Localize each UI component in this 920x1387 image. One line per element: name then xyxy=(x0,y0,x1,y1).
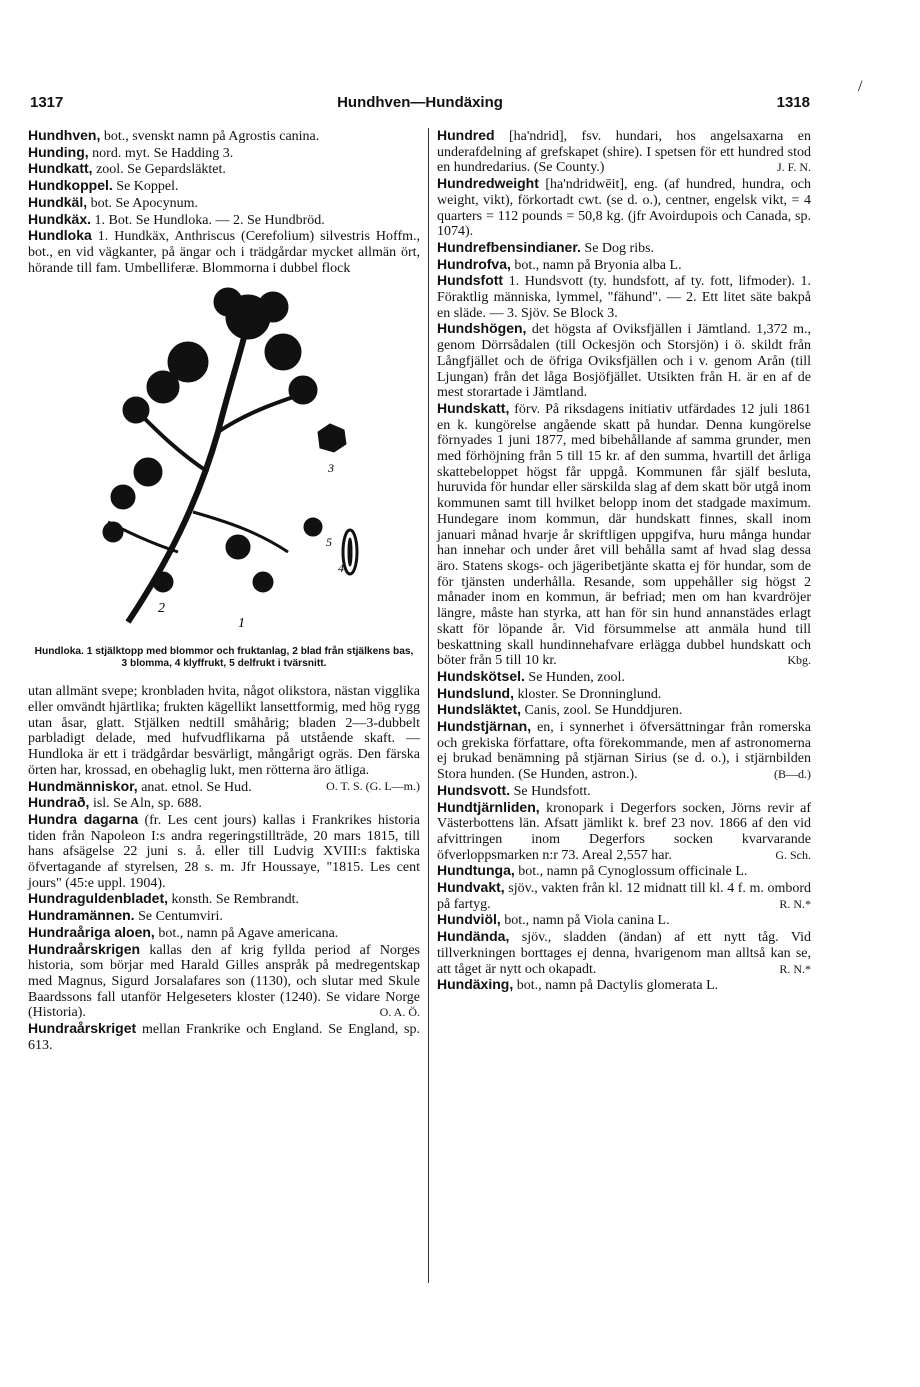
entry-text: anat. etnol. Se Hud. xyxy=(141,779,252,795)
dictionary-entry xyxy=(437,912,811,929)
entry-signature: R. N.* xyxy=(779,961,811,976)
entry-headword: Hundskatt, xyxy=(437,399,510,416)
dictionary-entry xyxy=(437,719,811,783)
entry-text: 1. Hundkäx, Anthriscus (Cerefolium) silvestris Hoffm., bot., en vid vägkanter, på ängar och i trädgårdar mycket allmän ört, hörande till fam. Umbelliferæ. Blommorna i dubbel flock xyxy=(28,229,420,276)
entry-headword: Hundsvott. xyxy=(437,781,511,798)
dictionary-entry xyxy=(28,942,420,1022)
entry-text: 1. Bot. Se Hundloka. — 2. Se Hundbröd. xyxy=(94,212,325,228)
dictionary-entry xyxy=(28,908,420,925)
dictionary-entry xyxy=(437,783,811,800)
entry-headword: Hundramännen. xyxy=(28,907,135,924)
entry-signature: O. A. Ö. xyxy=(379,1005,420,1020)
entry-text: nord. myt. Se Hadding 3. xyxy=(92,145,234,161)
dictionary-entry xyxy=(437,702,811,719)
dictionary-entry xyxy=(28,161,420,178)
left-page-number: 1317 xyxy=(30,94,64,111)
dictionary-entry xyxy=(28,212,420,229)
entry-headword: Hundraårskriget xyxy=(28,1020,137,1037)
entry-signature: J. F. N. xyxy=(776,160,811,175)
entry-text: Se Koppel. xyxy=(116,179,179,195)
entry-text: Se Hunden, zool. xyxy=(528,669,625,685)
dictionary-entry xyxy=(437,240,811,257)
entry-signature: (B—d.) xyxy=(774,767,811,782)
right-entries xyxy=(437,128,811,994)
running-title: Hundhven—Hundäxing xyxy=(337,94,503,111)
entry-signature: O. T. S. (G. L—m.) xyxy=(326,778,420,793)
dictionary-entry xyxy=(437,880,811,912)
entry-headword: Hundrað, xyxy=(28,794,90,811)
figure-label-2: 2 xyxy=(158,601,165,617)
dictionary-entry xyxy=(28,1021,420,1053)
entry-text: bot., namn på Agave americana. xyxy=(158,925,339,941)
entry-headword: Hundred xyxy=(437,127,495,143)
entry-text: Se Hundsfott. xyxy=(513,783,591,799)
dictionary-entry xyxy=(28,795,420,812)
dictionary-entry xyxy=(437,128,811,176)
entry-text: bot. Se Apocynum. xyxy=(90,195,198,211)
dictionary-entry xyxy=(437,977,811,994)
entry-headword: Hundslund, xyxy=(437,684,514,701)
dictionary-entry xyxy=(437,686,811,703)
entry-text: en, i synnerhet i öfversättningar från romerska och grekiska författare, ofta förekommande, men af astronomerna ej brukad benämning på stjärnan Sirius (se d. o.), i stjärnbilden Stora hunden. (Se Hunden, astron.). xyxy=(437,720,812,783)
entry-headword: Hundäxing, xyxy=(437,976,514,993)
entry-text: sjöv., sladden (ändan) af ett nytt tåg. Vid tillverkningen borttages ej denna, hvarigenom man alltså kan se, att tåget är nytt och okapadt. xyxy=(437,930,812,977)
entry-headword: Hundsläktet, xyxy=(437,701,522,718)
dictionary-entry xyxy=(28,925,420,942)
entry-text: isl. Se Aln, sp. 688. xyxy=(92,796,202,812)
dictionary-entry xyxy=(28,228,420,276)
hundloka-illustration xyxy=(88,282,378,632)
dictionary-entry xyxy=(437,929,811,977)
entry-signature: R. N.* xyxy=(779,896,811,911)
entry-text: [ha'ndridwēit], eng. (af hundred, hundra, och weight, vikt), förkortadt cwt. (se d. o.), centner, engelsk vikt, = 4 quarters = 112 pounds = 50,8 kg. (jfr Avoirdupois och Canada, sp. 1074). xyxy=(437,177,812,240)
figure-label-5: 5 xyxy=(326,535,332,550)
entry-headword: Hundhven, xyxy=(28,127,101,143)
entry-headword: Hundkatt, xyxy=(28,160,93,177)
entry-text: [ha'ndrid], fsv. hundari, hos angelsaxarna en underafdelning af grefskapet (shire). I spetsen för ett hundred stod en hundredarius. (Se County.) xyxy=(437,129,811,176)
column-divider xyxy=(428,128,429,1283)
entry-text: kallas den af krig fyllda period af Norges historia, som börjar med Harald Gilles anspråk på medregentskap med Magnus, Sigurd Jorsalafares son (1130), och slutar med Skule Baardssons fall utanför Helgeseters kloster (1240). Se vidare Norge (Historia). xyxy=(28,942,421,1021)
hundloka-figure xyxy=(28,282,420,644)
dictionary-entry xyxy=(437,273,811,321)
entry-headword: Hundtunga, xyxy=(437,862,515,879)
entry-headword: Hundredweight xyxy=(437,175,539,192)
entry-text: sjöv., vakten från kl. 12 midnatt till kl. 4 f. m. ombord på fartyg. xyxy=(437,881,812,912)
corner-mark: / xyxy=(858,78,863,95)
entry-text: mellan Frankrike och England. Se England, sp. 613. xyxy=(28,1022,421,1053)
entry-headword: Hundra dagarna xyxy=(28,810,139,827)
dictionary-entry xyxy=(437,257,811,274)
entry-signature: Kbg. xyxy=(787,653,811,668)
entry-headword: Hundskötsel. xyxy=(437,667,525,684)
dictionary-entry xyxy=(28,178,420,195)
dictionary-entry xyxy=(28,145,420,162)
entry-text: konsth. Se Rembrandt. xyxy=(171,892,300,908)
entry-text: 1. Hundsvott (ty. hundsfott, af ty. fott, lifmoder). 1. Föraktlig människa, lymmel, "fähund". — 2. Ett litet säte bakpå en släde. — 3. Sjöv. Se Block 3. xyxy=(437,274,812,321)
dictionary-entry xyxy=(28,891,420,908)
entry-headword: Hundrefbensindianer. xyxy=(437,238,581,255)
dictionary-entry xyxy=(437,176,811,240)
entry-text: bot., namn på Cynoglossum officinale L. xyxy=(518,864,748,880)
entry-text: bot., namn på Viola canina L. xyxy=(504,913,670,929)
left-column xyxy=(28,128,420,1054)
entry-text: zool. Se Gepardsläktet. xyxy=(96,162,226,178)
dictionary-entry xyxy=(437,863,811,880)
dictionary-entry xyxy=(28,195,420,212)
figure-label-4: 4 xyxy=(338,561,344,576)
entry-headword: Hundraguldenbladet, xyxy=(28,890,168,907)
entry-text: utan allmänt svepe; kronbladen hvita, något olikstora, nästan vigglika eller omvändt hjärtlika; frukten kägellikt lansettformig, med hög rygg utan åsar, glatt. Stjälken nedtill småhårig; bladen 2—3-dubbelt parbladigt delade, med hufvudflikarna på utstående skaft. — Hundloka är ett i trädgårdar besvärligt, mångårigt ogräs. Den färska örten har, krossad, en obehaglig lukt, men rötterna äro ätliga. xyxy=(28,684,420,778)
left-entries-top xyxy=(28,128,420,276)
dictionary-entry xyxy=(28,812,420,892)
entry-headword: Hundrofva, xyxy=(437,255,511,272)
entry-text: bot., namn på Dactylis glomerata L. xyxy=(516,978,719,994)
entry-text: kronopark i Degerfors socken, Jörns revir af Västerbottens län. Afsatt jämlikt k. bref 23 nov. 1866 af den vid afvittringen inom Degerfors socken kvarvarande öfverloppsmarken n:r 73. Areal 2,557 har. xyxy=(437,800,812,863)
entry-text: det högsta af Oviksfjällen i Jämtland. 1,372 m., genom Dörrsådalen (till Ockesjön och Storsjön) i ö. skildt från Långfjället och de öfriga Oviksfjällen och i v. genom Arån (till Ljungan) från det låga Bosjöfjället. Utsikten från H. är en af de mest storartade i Jämtland. xyxy=(437,322,811,401)
caption-text: 1 stjälktopp med blommor och fruktanlag, 2 blad från stjälkens bas, 3 blomma, 4 klyffrukt, 5 delfrukt i tvärsnitt. xyxy=(86,646,414,670)
left-entries-bottom xyxy=(28,684,420,1053)
entry-headword: Hundkoppel. xyxy=(28,177,113,194)
entry-headword: Hundviöl, xyxy=(437,911,501,928)
entry-headword: Hundtjärnliden, xyxy=(437,798,540,815)
entry-headword: Hundstjärnan, xyxy=(437,718,532,735)
entry-headword: Hundloka xyxy=(28,227,92,244)
entry-signature: G. Sch. xyxy=(775,847,811,862)
dictionary-entry xyxy=(28,128,420,145)
entry-headword: Hundshögen, xyxy=(437,320,527,337)
figure-label-3: 3 xyxy=(328,461,334,476)
entry-text: Se Centumviri. xyxy=(138,909,223,925)
entry-text: (fr. Les cent jours) kallas i Frankrikes historia tiden från Napoleon I:s andra regeringstillträde, 20 mars 1815, till hans afsägelse 22 juni s. å. eller till Ludvig XVIII:s faktiska öfvertagande af styrelsen, 28 s. m. Jfr Houssaye, "1815. Les cent jours" (45:e uppl. 1904). xyxy=(28,812,420,891)
dictionary-entry xyxy=(437,800,811,864)
entry-headword: Hundraåriga aloen, xyxy=(28,923,155,940)
figure-label-1: 1 xyxy=(238,616,245,632)
dictionary-entry xyxy=(437,669,811,686)
dictionary-entry xyxy=(437,401,811,669)
caption-title: Hundloka. xyxy=(34,646,84,658)
entry-text: kloster. Se Dronninglund. xyxy=(517,686,662,702)
entry-text: Canis, zool. Se Hunddjuren. xyxy=(524,703,683,719)
entry-text: förv. På riksdagens initiativ utfärdades 12 juli 1861 en k. kungörelse angående skatt på hundar. Denna kungörelse förnyades 1 juni 1877, med bibehållande af samma grunder, men med förhöjning från 5 till 15 kr. af den summa, hvartill det årliga skattebeloppet högst får uppgå. Kommunen får själf besluta, huruvida för hundar eller särskilda slag af dem skatt bör utgå inom kommunen samt till hvilket belopp inom det stadgade maximum. Hundegare inom kommun, där hundskatt finnes, skall inom januari månad hvarje år skriftligen uppgifva, huru många hundar han innehar och under året vill behålla samt af hvad slag dessa äro. Statens skogs- och jägeribetjänte skatta ej för hundar, som de för tjänsten underhålla. Resande, som uppehåller sig högst 2 månader inom en kommun, är befriad; men om han kvardröjer längre, måste han styrka, att han för sin hund annanstädes erlagt skatt för löpande år. Vid försummelse att anmäla hund till beskattning skall hundinnehafvare erlägga dubbel hundskatt och böter från 5 till 10 kr. xyxy=(437,401,811,669)
entry-headword: Hundända, xyxy=(437,928,510,945)
entry-text: bot., namn på Bryonia alba L. xyxy=(514,257,682,273)
right-page-number: 1318 xyxy=(776,94,810,111)
entry-headword: Hundsfott xyxy=(437,272,504,289)
entry-headword: Hundkäl, xyxy=(28,193,88,210)
right-column xyxy=(437,128,811,994)
entry-headword: Hunding, xyxy=(28,143,89,160)
entry-text: bot., svenskt namn på Agrostis canina. xyxy=(103,129,320,144)
entry-headword: Hundvakt, xyxy=(437,879,505,896)
entry-headword: Hundkäx. xyxy=(28,210,92,227)
entry-text: Se Dog ribs. xyxy=(584,240,655,256)
page-header xyxy=(30,94,810,114)
figure-caption xyxy=(34,646,414,670)
dictionary-entry xyxy=(437,321,811,401)
entry-headword: Hundraårskrigen xyxy=(28,940,141,957)
entry-headword: Hundmänniskor, xyxy=(28,777,138,794)
